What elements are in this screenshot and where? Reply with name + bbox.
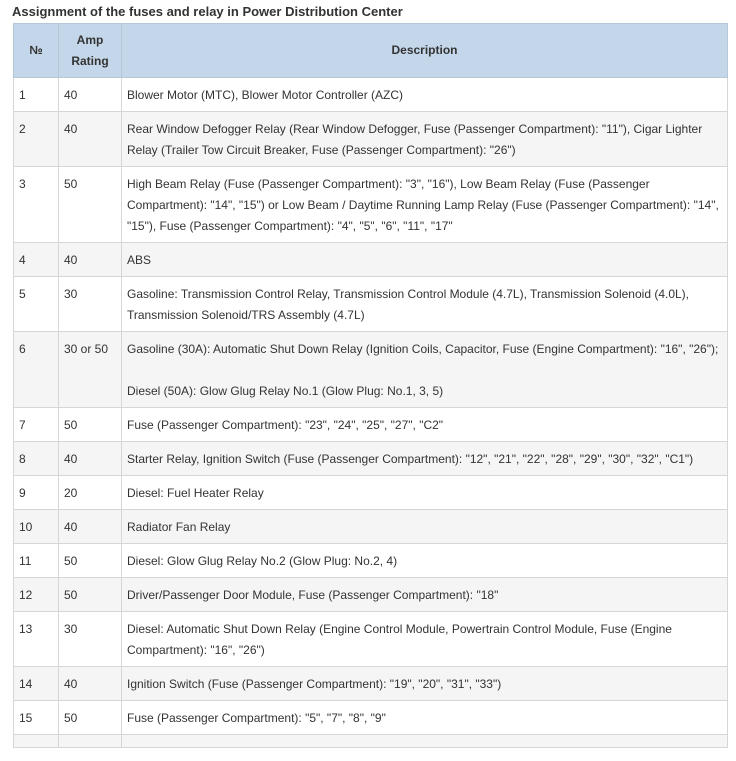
description-text: Rear Window Defogger Relay (Rear Window Defogger, Fuse (Passenger Compartment): "11"), Cigar Lighter Relay (Trailer Tow Circuit Breaker, Fuse (Passenger Compartment): "26")	[127, 122, 703, 157]
table-row	[14, 476, 728, 510]
description-text: Diesel: Fuel Heater Relay	[127, 486, 264, 500]
cell-amp-rating: 40	[59, 442, 122, 476]
cell-description	[122, 78, 728, 112]
cell-number: 9	[14, 476, 59, 510]
cell-amp-rating	[59, 735, 122, 748]
cell-amp-rating: 50	[59, 578, 122, 612]
description-text: Gasoline (30A): Automatic Shut Down Relay (Ignition Coils, Capacitor, Fuse (Engine Compartment): "16", "26");	[127, 342, 719, 356]
cell-amp-rating: 30	[59, 277, 122, 332]
cell-number: 10	[14, 510, 59, 544]
table-row	[14, 735, 728, 748]
cell-description	[122, 735, 728, 748]
cell-amp-rating: 50	[59, 544, 122, 578]
table-row	[14, 667, 728, 701]
cell-description	[122, 578, 728, 612]
cell-number	[14, 735, 59, 748]
paragraph-gap	[127, 360, 722, 381]
table-row	[14, 578, 728, 612]
cell-number: 12	[14, 578, 59, 612]
description-text: Gasoline: Transmission Control Relay, Transmission Control Module (4.7L), Transmission Solenoid (4.0L), Transmission Solenoid/TRS Assembly (4.7L)	[127, 287, 690, 322]
table-row	[14, 112, 728, 167]
description-text: Driver/Passenger Door Module, Fuse (Passenger Compartment): "18"	[127, 588, 499, 602]
header-description: Description	[122, 24, 728, 78]
cell-number: 11	[14, 544, 59, 578]
cell-description	[122, 167, 728, 243]
description-text: Fuse (Passenger Compartment): "5", "7", "8", "9"	[127, 711, 386, 725]
cell-number: 8	[14, 442, 59, 476]
table-caption: Assignment of the fuses and relay in Power Distribution Center	[12, 4, 403, 19]
cell-description	[122, 701, 728, 735]
table-row	[14, 408, 728, 442]
cell-description	[122, 332, 728, 408]
table-row	[14, 78, 728, 112]
cell-amp-rating: 40	[59, 112, 122, 167]
description-text: Diesel (50A): Glow Glug Relay No.1 (Glow Plug: No.1, 3, 5)	[127, 384, 444, 398]
description-text: Starter Relay, Ignition Switch (Fuse (Passenger Compartment): "12", "21", "22", "28", "29", "30", "32", "C1")	[127, 452, 694, 466]
cell-number: 1	[14, 78, 59, 112]
cell-description	[122, 442, 728, 476]
cell-description	[122, 112, 728, 167]
table-row	[14, 332, 728, 408]
table-row	[14, 701, 728, 735]
cell-amp-rating: 40	[59, 243, 122, 277]
cell-amp-rating: 50	[59, 167, 122, 243]
table-row	[14, 612, 728, 667]
cell-description	[122, 612, 728, 667]
cell-description	[122, 510, 728, 544]
header-number: №	[14, 24, 59, 78]
cell-number: 6	[14, 332, 59, 408]
cell-amp-rating: 40	[59, 667, 122, 701]
table-row	[14, 544, 728, 578]
description-text: Fuse (Passenger Compartment): "23", "24", "25", "27", "C2"	[127, 418, 444, 432]
table-header	[14, 24, 728, 78]
cell-description	[122, 408, 728, 442]
table-body	[14, 78, 728, 748]
cell-description	[122, 667, 728, 701]
cell-amp-rating: 30	[59, 612, 122, 667]
cell-description	[122, 243, 728, 277]
cell-number: 14	[14, 667, 59, 701]
description-text: High Beam Relay (Fuse (Passenger Compartment): "3", "16"), Low Beam Relay (Fuse (Passenger Compartment): "14", "15") or Low Beam / Daytime Running Lamp Relay (Fuse (Passenger Compartment): "14", "15"), Fuse (Passenger Compartment): "4", "5", "6", "11", "17"	[127, 177, 719, 233]
cell-amp-rating: 30 or 50	[59, 332, 122, 408]
cell-number: 7	[14, 408, 59, 442]
description-text: Radiator Fan Relay	[127, 520, 231, 534]
cell-description	[122, 544, 728, 578]
table-row	[14, 277, 728, 332]
cell-number: 5	[14, 277, 59, 332]
table-row	[14, 243, 728, 277]
cell-description	[122, 476, 728, 510]
cell-number: 4	[14, 243, 59, 277]
cell-number: 2	[14, 112, 59, 167]
cell-amp-rating: 50	[59, 408, 122, 442]
cell-number: 15	[14, 701, 59, 735]
cell-amp-rating: 40	[59, 510, 122, 544]
cell-amp-rating: 20	[59, 476, 122, 510]
fuse-relay-table	[13, 23, 728, 748]
description-text: Diesel: Automatic Shut Down Relay (Engine Control Module, Powertrain Control Module, Fuse (Engine Compartment): "16", "26")	[127, 622, 672, 657]
header-amp-line2: Rating	[71, 53, 109, 68]
description-text: ABS	[127, 253, 152, 267]
table-row	[14, 510, 728, 544]
header-amp-rating	[59, 24, 122, 78]
cell-amp-rating: 50	[59, 701, 122, 735]
description-text: Diesel: Glow Glug Relay No.2 (Glow Plug: No.2, 4)	[127, 554, 398, 568]
header-amp-line1: Amp	[76, 32, 104, 47]
header-row	[14, 24, 728, 78]
table-row	[14, 442, 728, 476]
description-text: Blower Motor (MTC), Blower Motor Controller (AZC)	[127, 88, 404, 102]
description-text: Ignition Switch (Fuse (Passenger Compartment): "19", "20", "31", "33")	[127, 677, 502, 691]
cell-description	[122, 277, 728, 332]
table-row	[14, 167, 728, 243]
cell-number: 13	[14, 612, 59, 667]
cell-number: 3	[14, 167, 59, 243]
cell-amp-rating: 40	[59, 78, 122, 112]
